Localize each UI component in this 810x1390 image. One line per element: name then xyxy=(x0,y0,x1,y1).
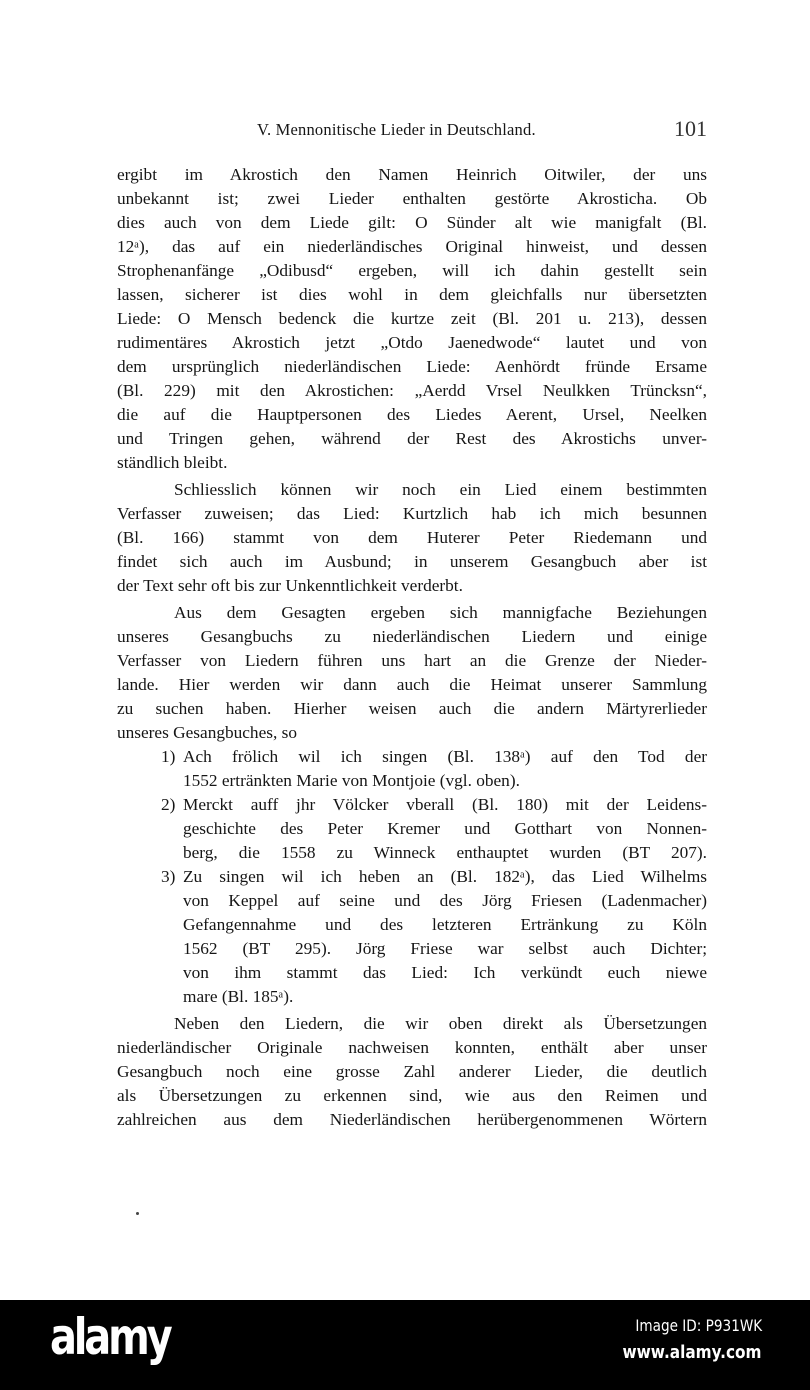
line-text: geschichte des Peter Kremer und Gotthart von Nonnen- xyxy=(183,819,707,838)
text-line: 1) Ach frölich wil ich singen (Bl. 138ᵃ) auf den Tod der xyxy=(161,747,707,766)
line-text: Strophenanfänge „Odibusd“ ergeben, will ich dahin gestellt sein xyxy=(117,261,707,280)
line-text: 1562 (BT 295). Jörg Friese war selbst auch Dichter; xyxy=(183,939,707,958)
text-line xyxy=(117,673,707,697)
text-line xyxy=(117,889,707,913)
text-line xyxy=(117,478,707,502)
line-text: findet sich auch im Ausbund; in unserem Gesangbuch aber ist xyxy=(117,552,707,571)
text-line xyxy=(117,403,707,427)
site-url: www.alamy.com xyxy=(623,1342,762,1363)
line-text: und Tringen gehen, während der Rest des Akrostichs unver- xyxy=(117,429,707,448)
text-line xyxy=(117,307,707,331)
line-text: Schliesslich können wir noch ein Lied einem bestimmten xyxy=(174,480,707,499)
line-text: lassen, sicherer ist dies wohl in dem gleichfalls nur übersetzten xyxy=(117,285,707,304)
text-line xyxy=(117,235,707,259)
line-text: Neben den Liedern, die wir oben direkt als Übersetzungen xyxy=(174,1014,707,1033)
text-line xyxy=(117,841,707,865)
text-line xyxy=(117,961,707,985)
line-text: Zu singen wil ich heben an (Bl. 182ᵃ), das Lied Wilhelms xyxy=(183,867,707,886)
text-line xyxy=(117,1084,707,1108)
line-text: dies auch von dem Liede gilt: O Sünder alt wie manigfalt (Bl. xyxy=(117,213,707,232)
line-text: die auf die Hauptpersonen des Liedes Aerent, Ursel, Neelken xyxy=(117,405,707,424)
alamy-logo: alamy xyxy=(50,1308,170,1366)
line-text: der Text sehr oft bis zur Unkenntlichkeit verderbt. xyxy=(117,576,463,595)
text-line xyxy=(117,817,707,841)
text-line xyxy=(117,355,707,379)
line-text: unbekannt ist; zwei Lieder enthalten gestörte Akrosticha. Ob xyxy=(117,189,707,208)
line-text: ständlich bleibt. xyxy=(117,453,228,472)
text-line xyxy=(117,985,707,1009)
text-line xyxy=(117,769,707,793)
text-line xyxy=(117,1036,707,1060)
text-line xyxy=(117,625,707,649)
line-text: zu suchen haben. Hierher weisen auch die andern Märtyrerlieder xyxy=(117,699,707,718)
text-line xyxy=(117,451,707,475)
text-line xyxy=(117,937,707,961)
text-line xyxy=(117,574,707,598)
text-line xyxy=(117,163,707,187)
text-line xyxy=(117,427,707,451)
line-text: Ach frölich wil ich singen (Bl. 138ᵃ) auf den Tod der xyxy=(183,747,707,766)
watermark-bar xyxy=(0,1300,810,1390)
text-line xyxy=(117,259,707,283)
page-number: 101 xyxy=(674,116,707,141)
line-text: Verfasser zuweisen; das Lied: Kurtzlich hab ich mich besunnen xyxy=(117,504,707,523)
running-title: V. Mennonitische Lieder in Deutschland. xyxy=(257,120,536,139)
line-text: dem ursprünglich niederländischen Liede: Aenhördt fründe Ersame xyxy=(117,357,707,376)
line-text: von Keppel auf seine und des Jörg Friesen (Ladenmacher) xyxy=(183,891,707,910)
image-id: Image ID: P931WK xyxy=(635,1316,762,1335)
text-line: 2) Merckt auff jhr Völcker vberall (Bl. 180) mit der Leidens- xyxy=(161,795,707,814)
text-line xyxy=(117,211,707,235)
text-line xyxy=(117,331,707,355)
line-text: Gefangennahme und des letzteren Ertränkung zu Köln xyxy=(183,915,707,934)
text-line xyxy=(117,1060,707,1084)
line-text: Gesangbuch noch eine grosse Zahl anderer Lieder, die deutlich xyxy=(117,1062,707,1081)
line-text: niederländischer Originale nachweisen konnten, enthält aber unser xyxy=(117,1038,707,1057)
text-line xyxy=(117,379,707,403)
text-line xyxy=(117,502,707,526)
line-text: als Übersetzungen zu erkennen sind, wie aus den Reimen und xyxy=(117,1086,707,1105)
line-text: zahlreichen aus dem Niederländischen herübergenommenen Wörtern xyxy=(117,1110,707,1129)
line-text: (Bl. 229) mit den Akrostichen: „Aerdd Vrsel Neulkken Trüncksn“, xyxy=(117,381,707,400)
line-text: Liede: O Mensch bedenck die kurtze zeit (Bl. 201 u. 213), dessen xyxy=(117,309,707,328)
line-text: unseres Gesangbuches, so xyxy=(117,723,297,742)
line-text: mare (Bl. 185ᵃ). xyxy=(183,987,294,1006)
line-text: ergibt im Akrostich den Namen Heinrich Oitwiler, der uns xyxy=(117,165,707,184)
text-line xyxy=(117,649,707,673)
page-body-text xyxy=(117,163,707,1132)
line-text: Verfasser von Liedern führen uns hart an die Grenze der Nieder- xyxy=(117,651,707,670)
text-line xyxy=(117,721,707,745)
line-text: 1552 ertränkten Marie von Montjoie (vgl. oben). xyxy=(183,771,520,790)
text-line xyxy=(117,1108,707,1132)
text-line xyxy=(117,283,707,307)
line-text: 12ᵃ), das auf ein niederländisches Original hinweist, und dessen xyxy=(117,237,707,256)
line-text: berg, die 1558 zu Winneck enthauptet wurden (BT 207). xyxy=(183,843,707,862)
line-text: (Bl. 166) stammt von dem Huterer Peter Riedemann und xyxy=(117,528,707,547)
scan-speck xyxy=(136,1212,139,1215)
text-line xyxy=(117,526,707,550)
line-text: Merckt auff jhr Völcker vberall (Bl. 180) mit der Leidens- xyxy=(183,795,707,814)
text-line xyxy=(117,1012,707,1036)
line-text: rudimentäres Akrostich jetzt „Otdo Jaenedwode“ lautet und von xyxy=(117,333,707,352)
line-text: von ihm stammt das Lied: Ich verkündt euch niewe xyxy=(183,963,707,982)
text-line xyxy=(117,187,707,211)
line-text: Aus dem Gesagten ergeben sich mannigfache Beziehungen xyxy=(174,603,707,622)
line-text: lande. Hier werden wir dann auch die Heimat unserer Sammlung xyxy=(117,675,707,694)
text-line xyxy=(117,913,707,937)
page-header xyxy=(117,118,707,144)
text-line xyxy=(117,601,707,625)
text-line xyxy=(117,697,707,721)
text-line xyxy=(117,550,707,574)
line-text: unseres Gesangbuchs zu niederländischen Liedern und einige xyxy=(117,627,707,646)
text-line: 3) Zu singen wil ich heben an (Bl. 182ᵃ), das Lied Wilhelms xyxy=(161,867,707,886)
